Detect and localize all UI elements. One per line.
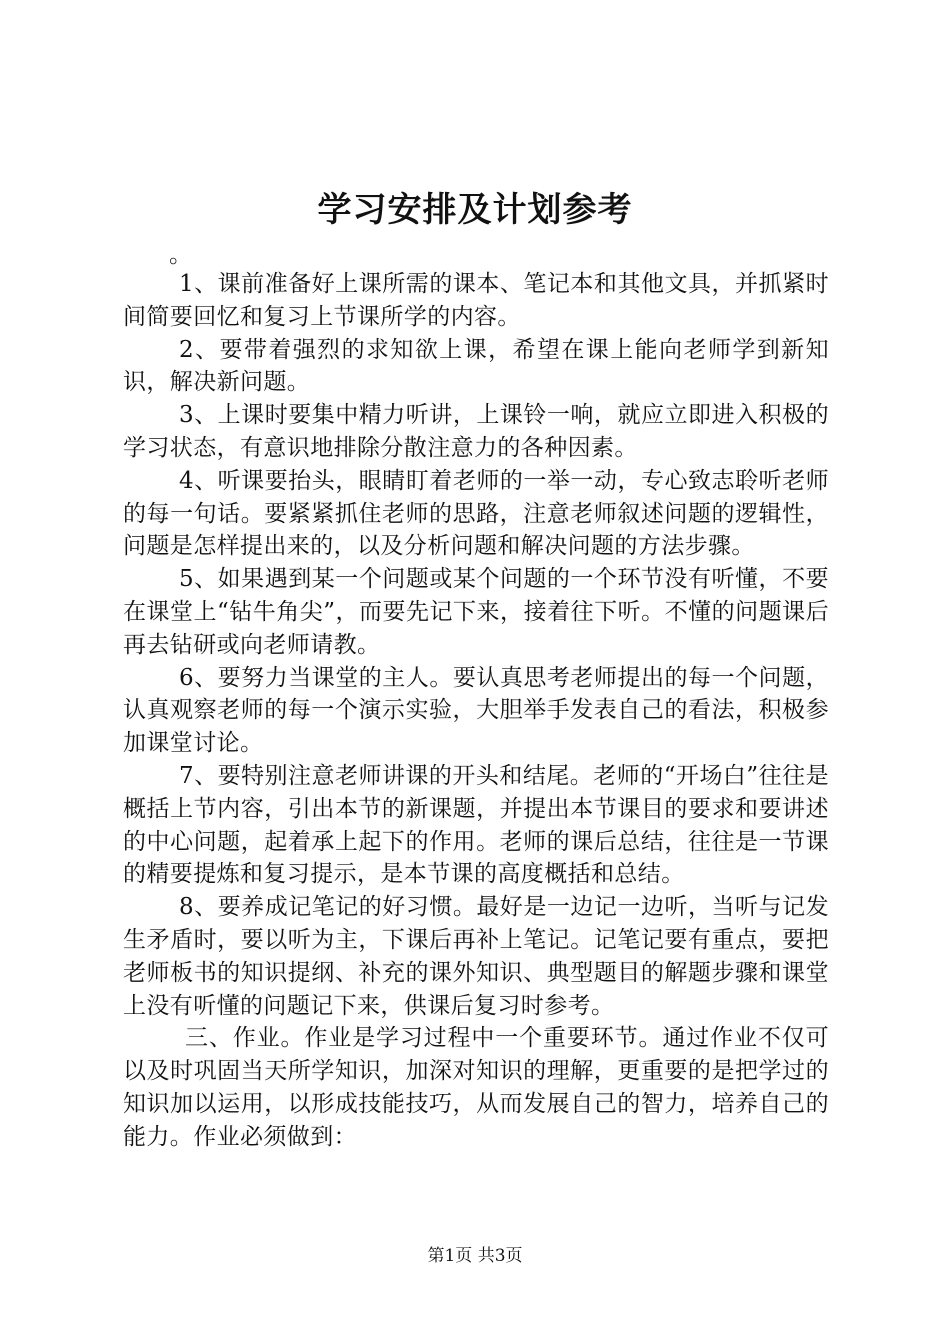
paragraph-7: 7、要特别注意老师讲课的开头和结尾。老师的“开场白”往往是概括上节内容，引出本节的新课题，并提出本节课目的要求和要讲述的中心问题，起着承上起下的作用。老师的课后总结，往往是一节课的精要提炼和复习提示，是本节课的高度概括和总结。 [123,762,829,888]
paragraph-5: 5、如果遇到某一个问题或某个问题的一个环节没有听懂，不要在课堂上“钻牛角尖”，而要先记下来，接着往下听。不懂的问题课后再去钻研或向老师请教。 [123,566,829,658]
paragraph-4: 4、听课要抬头，眼睛盯着老师的一举一动，专心致志聆听老师的每一句话。要紧紧抓住老师的思路，注意老师叙述问题的逻辑性，问题是怎样提出来的，以及分析问题和解决问题的方法步骤。 [123,467,829,560]
paragraph-9: 三、作业。作业是学习过程中一个重要环节。通过作业不仅可以及时巩固当天所学知识，加深对知识的理解，更重要的是把学过的知识加以运用，以形成技能技巧，从而发展自己的智力，培养自己的能力。作业必须做到： [123,1025,829,1150]
paragraph-1: 1、课前准备好上课所需的课本、笔记本和其他文具，并抓紧时间简要回忆和复习上节课所学的内容。 [123,271,829,330]
paragraph-6: 6、要努力当课堂的主人。要认真思考老师提出的每一个问题，认真观察老师的每一个演示实验，大胆举手发表自己的看法，积极参加课堂讨论。 [123,664,829,757]
paragraph-8: 8、要养成记笔记的好习惯。最好是一边记一边听，当听与记发生矛盾时，要以听为主，下课后再补上笔记。记笔记要有重点，要把老师板书的知识提纲、补充的课外知识、典型题目的解题步骤和课堂上没有听懂的问题记下来，供课后复习时参考。 [123,894,829,1019]
document-title: 学习安排及计划参考 [317,190,633,230]
paragraph-0: 。 [169,242,193,268]
paragraph-2: 2、要带着强烈的求知欲上课，希望在课上能向老师学到新知识，解决新问题。 [123,336,829,396]
paragraph-3: 3、上课时要集中精力听讲，上课铃一响，就应立即进入积极的学习状态，有意识地排除分散注意力的各种因素。 [123,402,829,461]
page-footer: 第1页 共3页 [427,1246,523,1266]
document-body [123,242,829,1154]
